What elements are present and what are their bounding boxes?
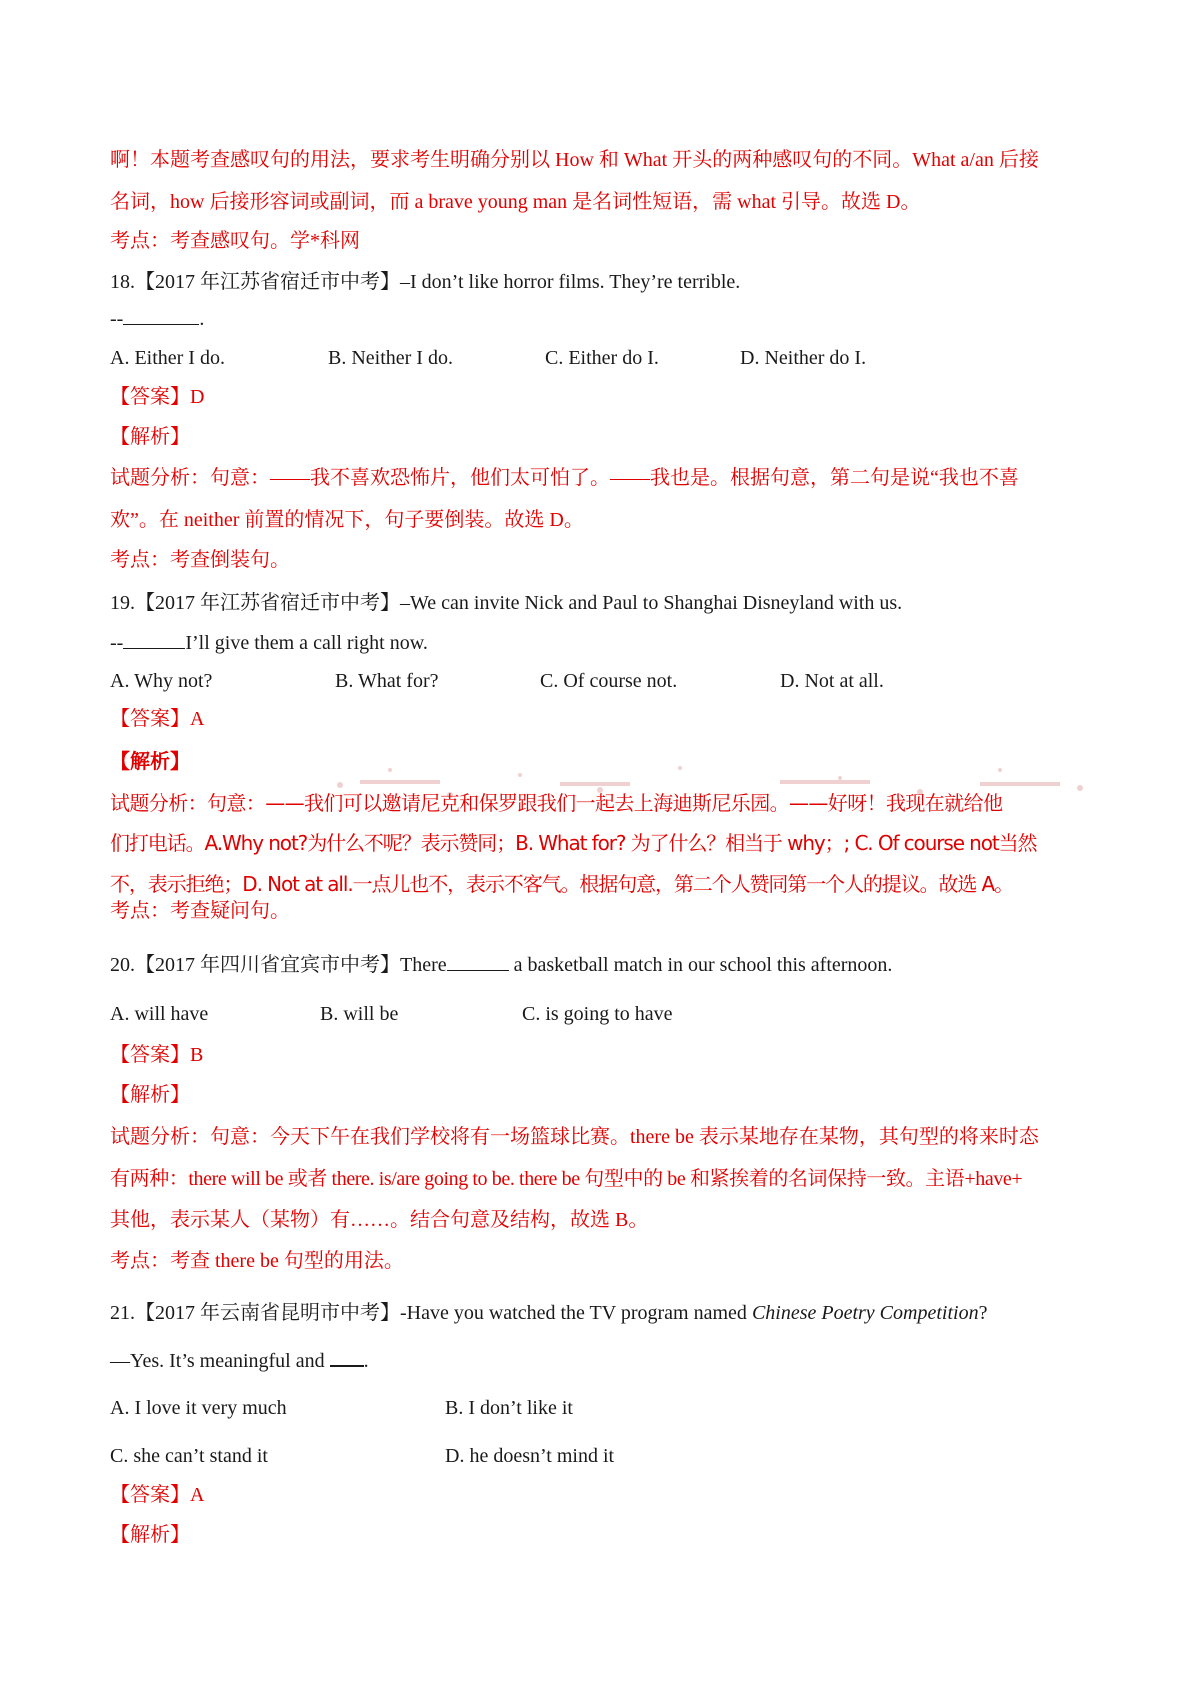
q21-option-a: A. I love it very much [110, 1397, 287, 1419]
q19-analysis-line-3: 不，表示拒绝；D. Not at all.一点儿也不，表示不客气。根据句意，第二个人赞同第一个人的提议。故选 A。 [110, 872, 1014, 896]
q18-answer: 【答案】D [110, 386, 205, 408]
q19-option-d: D. Not at all. [780, 670, 884, 692]
q21-blank [330, 1347, 364, 1367]
q19-option-c: C. Of course not. [540, 670, 678, 692]
q21-option-c: C. she can’t stand it [110, 1445, 268, 1467]
prev-point: 考点：考查感叹句。学*科网 [110, 230, 360, 252]
prev-explanation-line-2: 名词，how 后接形容词或副词，而 a brave young man 是名词性短语，需 what 引导。故选 D。 [110, 191, 921, 213]
q20-blank [447, 952, 509, 971]
q19-point: 考点：考查疑问句。 [110, 900, 290, 922]
q20-option-b: B. will be [320, 1003, 399, 1025]
q18-stem: 18.【2017 年江苏省宿迁市中考】–I don’t like horror films. They’re terrible. [110, 271, 741, 293]
q19-stem: 19.【2017 年江苏省宿迁市中考】–We can invite Nick and Paul to Shanghai Disneyland with us. [110, 592, 903, 614]
q20-analysis-line-3: 其他，表示某人（某物）有……。结合句意及结构，故选 B。 [110, 1209, 649, 1231]
q21-stem: 21.【2017 年云南省昆明市中考】-Have you watched the TV program named Chinese Poetry Competition? [110, 1302, 988, 1324]
q18-reply: -- . [110, 308, 205, 330]
q19-reply: -- I’ll give them a call right now. [110, 632, 428, 654]
q18-option-a: A. Either I do. [110, 347, 225, 369]
q21-option-b: B. I don’t like it [445, 1397, 573, 1419]
q18-analysis-line-1: 试题分析：句意：——我不喜欢恐怖片，他们太可怕了。——我也是。根据句意，第二句是说“我也不喜 [110, 467, 1019, 489]
q19-blank [123, 630, 185, 649]
q18-point: 考点：考查倒装句。 [110, 549, 290, 571]
q19-option-a: A. Why not? [110, 670, 213, 692]
q21-answer: 【答案】A [110, 1484, 205, 1506]
q19-option-b: B. What for? [335, 670, 439, 692]
q20-option-a: A. will have [110, 1003, 209, 1025]
q20-analysis-line-1: 试题分析：句意：今天下午在我们学校将有一场篮球比赛。there be 表示某地存在某物，其句型的将来时态 [110, 1126, 1039, 1148]
q20-stem: 20.【2017 年四川省宜宾市中考】There a basketball match in our school this afternoon. [110, 954, 893, 976]
q20-analysis-label: 【解析】 [110, 1084, 190, 1106]
q21-option-d: D. he doesn’t mind it [445, 1445, 615, 1467]
q19-analysis-label: 【解析】 [110, 749, 190, 773]
q18-analysis-label: 【解析】 [110, 426, 190, 448]
q19-analysis-line-2: 们打电话。A.Why not?为什么不呢？表示赞同；B. What for? 为了什么？相当于 why；; C. Of course not当然 [110, 831, 1037, 855]
q18-option-c: C. Either do I. [545, 347, 659, 369]
prev-explanation-line-1: 啊！本题考查感叹句的用法，要求考生明确分别以 How 和 What 开头的两种感叹句的不同。What a/an 后接 [110, 149, 1039, 171]
q21-analysis-label: 【解析】 [110, 1524, 190, 1546]
q19-analysis-line-1: 试题分析：句意：——我们可以邀请尼克和保罗跟我们一起去上海迪斯尼乐园。——好呀！我现在就给他 [110, 791, 1003, 815]
q20-analysis-line-2: 有两种：there will be 或者 there. is/are going to be. there be 句型中的 be 和紧挨着的名词保持一致。主语+have+ [110, 1168, 1023, 1190]
q20-answer: 【答案】B [110, 1044, 204, 1066]
q20-option-c: C. is going to have [522, 1003, 673, 1025]
q19-answer: 【答案】A [110, 708, 205, 730]
q18-analysis-line-2: 欢”。在 neither 前置的情况下，句子要倒装。故选 D。 [110, 509, 584, 531]
q18-blank [123, 306, 199, 325]
q18-option-d: D. Neither do I. [740, 347, 867, 369]
q20-point: 考点：考查 there be 句型的用法。 [110, 1250, 404, 1272]
q21-reply: —Yes. It’s meaningful and . [110, 1347, 369, 1374]
watermark-stamp [300, 740, 1120, 830]
q18-option-b: B. Neither I do. [328, 347, 453, 369]
